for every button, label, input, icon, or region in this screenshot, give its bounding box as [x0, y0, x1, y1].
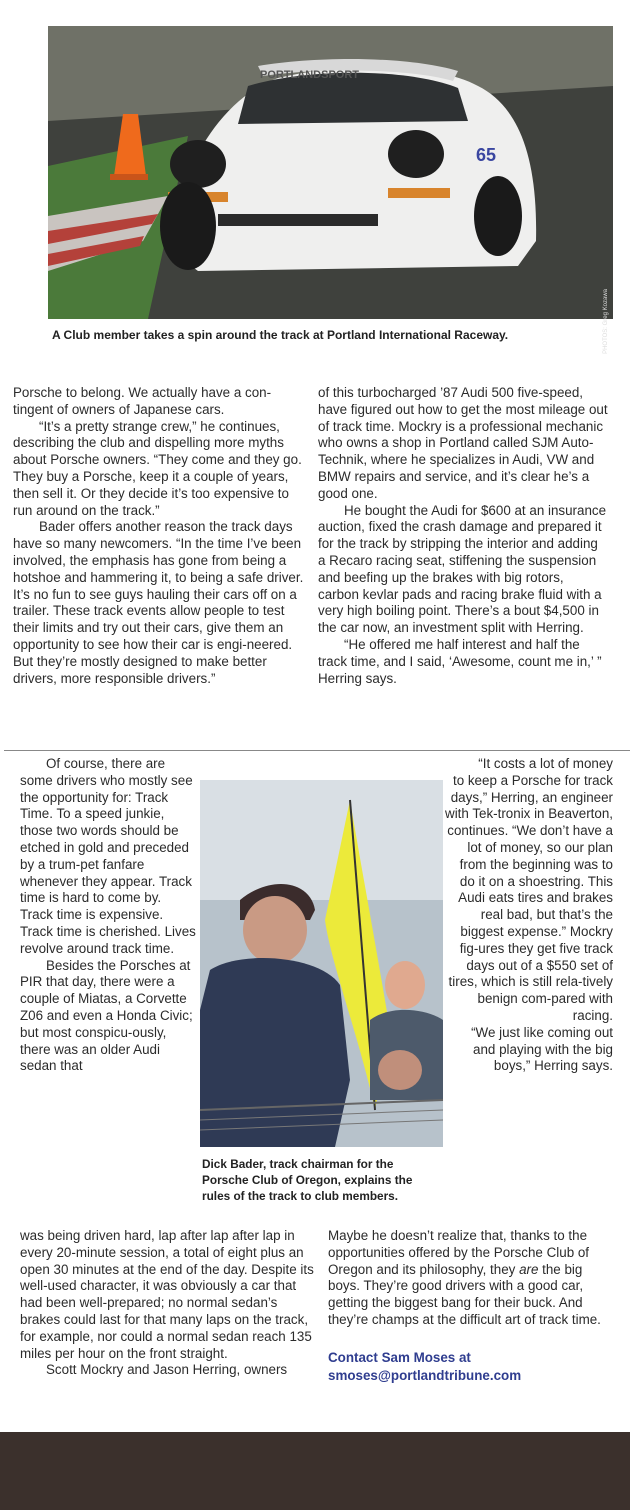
- svg-text:PORTLANDSPORT: PORTLANDSPORT: [260, 69, 359, 81]
- emphasis: are: [519, 1261, 539, 1277]
- paragraph: was being driven hard, lap after lap after lap in every 20-minute session, a total of eight plus an open 30 minutes at the end of the day. Despite its well-used character, it was obviously a car that had been well-prepared; no normal sedan’s brakes could last for that many laps on the track, for example, nor could a normal sedan reach 135 miles per hour on the front straight.: [20, 1228, 314, 1361]
- paragraph: Scott Mockry and Jason Herring, owners: [46, 1362, 288, 1378]
- photo-caption: A Club member takes a spin around the track at Portland International Raceway.: [52, 328, 509, 342]
- contact-line: Contact Sam Moses at: [328, 1349, 471, 1365]
- section-divider: [4, 750, 630, 751]
- paragraph: Of course, there are some drivers who mostly see the opportunity for: Track Time. To a speed junkie, those two words should be etched in gold and preceded by a trum-pet fanfare whenever they appear. Track time is hard to come by. Track time is expensive. Track time is cherished. Lives revolve around track time.: [20, 756, 196, 956]
- paragraph: “It costs a lot of money to keep a Porsche for track days,” Herring, an engineer with Tek-tronix in Beaverton, continues. “We don’t have a lot of money, so our plan from the beginning was to do it on a shoestring. This Audi eats tires and brakes real bad, but that’s the biggest expense.” Mockry fig-ures they get five track days out of a $550 set of tires, which is still rela-tively benign com-pared with racing.: [445, 756, 613, 1023]
- paragraph: of this turbocharged ’87 Audi 500 five-speed, have figured out how to get the most mileage out of track time. Mockry is a professional mechanic who owns a shop in Portland called SJM Auto-Technik, where he specializes in Audi, VW and BMW repairs and service, and it’s clear he’s a good one.: [318, 385, 608, 501]
- article-column-bottom-left: [20, 1228, 318, 1379]
- article-column-lower-left: [20, 756, 196, 1075]
- paragraph-text: the big boys. They’re good drivers with a good car, getting the biggest bang for their buck. And they’re champs at the difficult art of track time.: [328, 1261, 601, 1327]
- article-column-bottom-right: [328, 1228, 616, 1385]
- article-column-upper-right: [318, 385, 608, 687]
- article-column-lower-right: [445, 756, 613, 1075]
- paragraph: Bader offers another reason the track days have so many newcomers. “In the time I’ve been involved, the emphasis has gone from being a hotshoe and hammering it, to being a safe driver. It’s no fun to see guys hauling their cars off on a trailer. These track events allow people to test their limits and try out their cars, give them an opportunity to see how their car is engi-neered. But they’re mostly designed to make better drivers, more responsible drivers.”: [13, 519, 304, 686]
- paragraph: He bought the Audi for $600 at an insurance auction, fixed the crash damage and prepared it for the track by stripping the interior and adding a Recaro racing seat, stiffening the suspension and beefing up the brakes with big rotors, carbon kevlar pads and racing brake fluid with a very high boiling point. There’s a bout $4,500 in the car now, an investment split with Herring.: [318, 502, 607, 636]
- paragraph-text: Maybe he doesn’t realize that, thanks to the opportunities offered by the Porsche Club of Oregon and its philosophy, they: [328, 1228, 590, 1277]
- photo-credit: PHOTOS: Greg Kozawa: [603, 289, 609, 354]
- paragraph: [328, 1228, 616, 1329]
- track-chairman-photo: [200, 780, 443, 1147]
- paragraph: “We just like coming out and playing with the big boys,” Herring says.: [471, 1024, 613, 1074]
- svg-text:65: 65: [476, 145, 497, 165]
- flag-man-illustration: [200, 780, 443, 1147]
- page-bottom-band: [0, 1432, 630, 1510]
- paragraph: “He offered me half interest and half the track time, and I said, ‘Awesome, count me in,’ ” Herring says.: [318, 636, 602, 686]
- paragraph: Porsche to belong. We actually have a con-tingent of owners of Japanese cars.: [13, 385, 272, 417]
- article-column-upper-left: [13, 385, 310, 687]
- paragraph: Besides the Porsches at PIR that day, there were a couple of Miatas, a Corvette Z06 and even a Honda Civic; but most conspicu-ously, there was an older Audi sedan that: [20, 957, 193, 1074]
- photo-caption: Dick Bader, track chairman for the Porsche Club of Oregon, explains the rules of the track to club members.: [202, 1157, 413, 1203]
- porsche-illustration: [48, 26, 613, 319]
- contact-email-link[interactable]: smoses@portlandtribune.com: [328, 1367, 522, 1383]
- paragraph: “It’s a pretty strange crew,” he continues, describing the club and dispelling more myths about Porsche owners. “They come and they go. They buy a Porsche, keep it a couple of years, then sell it. Or they decide it’s too expensive to run around on the track.”: [13, 418, 302, 518]
